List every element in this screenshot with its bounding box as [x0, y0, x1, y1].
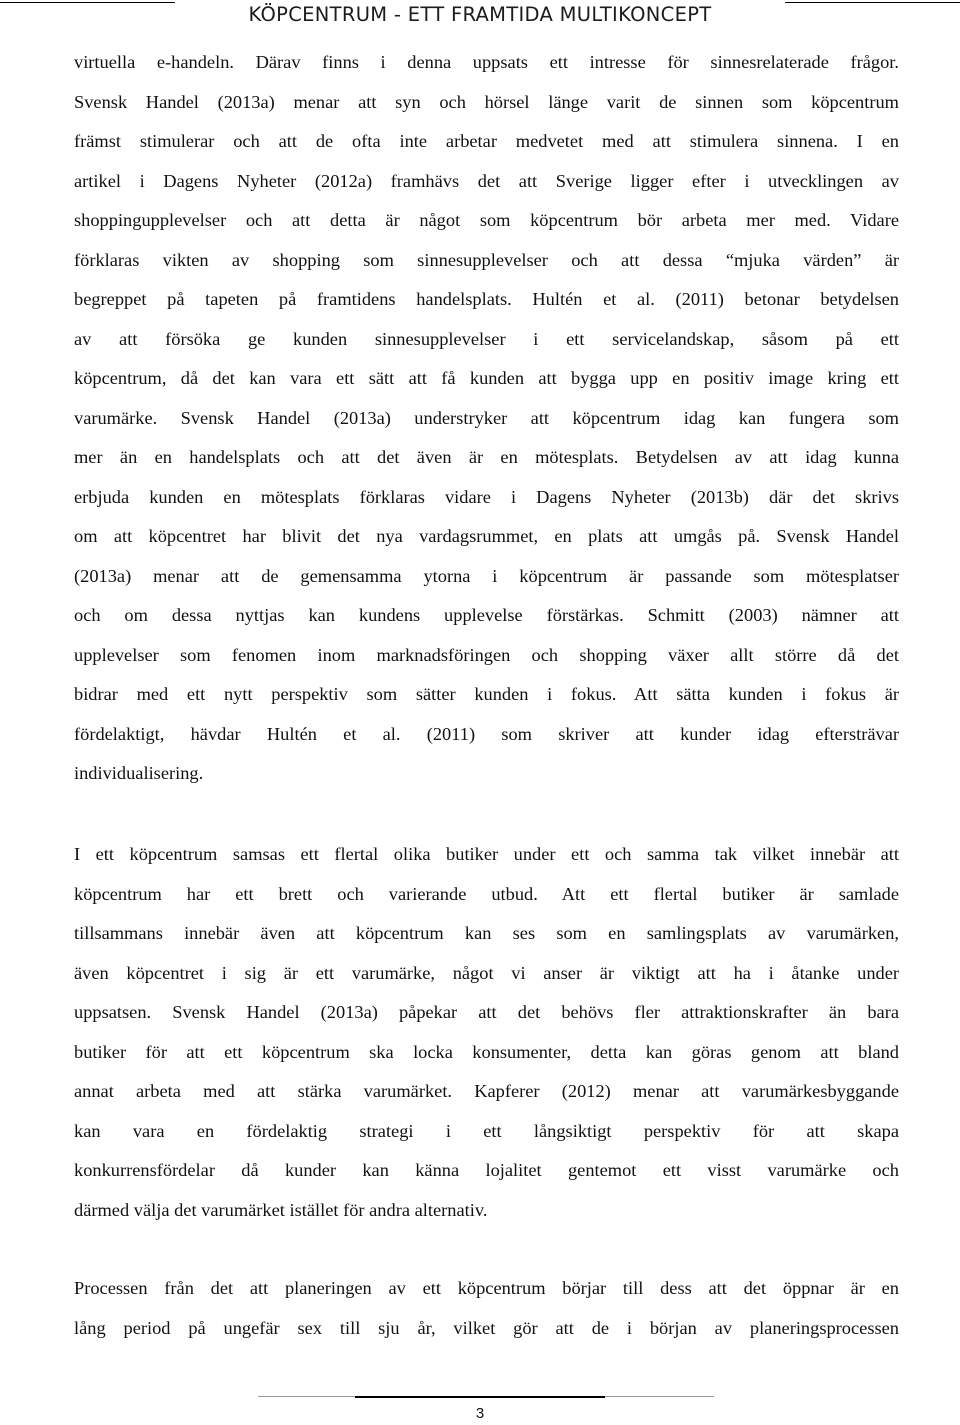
text-line: virtuella e-handeln. Därav finns i denna uppsats ett intresse för sinnesrelaterade frågor. — [74, 52, 899, 72]
text-line: varumärke. Svensk Handel (2013a) understryker att köpcentrum idag kan fungera som — [74, 407, 899, 428]
text-line: bidrar med ett nytt perspektiv som sätter kunden i fokus. Att sätta kunden i fokus är — [74, 684, 899, 704]
text-line: artikel i Dagens Nyheter (2012a) framhävs det att Sverige ligger efter i utvecklingen av — [74, 170, 899, 191]
text-line: erbjuda kunden en mötesplats förklaras vidare i Dagens Nyheter (2013b) där det skrivs — [74, 486, 899, 507]
text-line: köpcentrum, då det kan vara ett sätt att få kunden att bygga upp en positiv image kring ett — [74, 368, 899, 388]
text-line: I ett köpcentrum samsas ett flertal olika butiker under ett och samma tak vilket innebär att — [74, 844, 899, 864]
text-line: även köpcentret i sig är ett varumärke, något vi anser är viktigt att ha i åtanke under — [74, 962, 899, 983]
text-line: mer än en handelsplats och att det även är en mötesplats. Betydelsen av att idag kunna — [74, 447, 899, 467]
text-line: lång period på ungefär sex till sju år, vilket gör att de i början av planeringsprocessen — [74, 1317, 899, 1338]
text-line: annat arbeta med att stärka varumärket. Kapferer (2012) menar att varumärkesbyggande — [74, 1081, 899, 1101]
text-line: om att köpcentret har blivit det nya vardagsrummet, en plats att umgås på. Svensk Handel — [74, 526, 899, 546]
paragraph-1 — [74, 43, 899, 794]
paragraph-3 — [74, 1269, 899, 1348]
text-line: upplevelser som fenomen inom marknadsföringen och shopping växer allt större då det — [74, 644, 899, 665]
footer-rule-accent — [355, 1396, 605, 1398]
text-line: kan vara en fördelaktig strategi i ett långsiktigt perspektiv för att skapa — [74, 1120, 899, 1141]
text-line: konkurrensfördelar då kunder kan känna lojalitet gentemot ett visst varumärke och — [74, 1160, 899, 1180]
paragraph-2 — [74, 835, 899, 1230]
text-line: uppsatsen. Svensk Handel (2013a) påpekar att det behövs fler attraktionskrafter än bara — [74, 1002, 899, 1022]
page-header — [0, 0, 960, 28]
text-line: Processen från det att planeringen av ett köpcentrum börjar till dess att det öppnar är en — [74, 1278, 899, 1298]
text-line: och om dessa nyttjas kan kundens upplevelse förstärkas. Schmitt (2003) nämner att — [74, 605, 899, 625]
text-line: Svensk Handel (2013a) menar att syn och hörsel länge varit de sinnen som köpcentrum — [74, 91, 899, 112]
text-line: av att försöka ge kunden sinnesupplevelser i ett servicelandskap, såsom på ett — [74, 328, 899, 349]
text-line: butiker för att ett köpcentrum ska locka konsumenter, detta kan göras genom att bland — [74, 1041, 899, 1062]
text-line: begreppet på tapeten på framtidens handelsplats. Hultén et al. (2011) betonar betydelsen — [74, 289, 899, 309]
text-line: köpcentrum har ett brett och varierande utbud. Att ett flertal butiker är samlade — [74, 883, 899, 904]
page-number: 3 — [475, 1405, 485, 1422]
text-line: fördelaktigt, hävdar Hultén et al. (2011) som skriver att kunder idag eftersträvar — [74, 723, 899, 744]
text-line: främst stimulerar och att de ofta inte arbetar medvetet med att stimulera sinnena. I en — [74, 131, 899, 151]
running-header-title: KÖPCENTRUM - ETT FRAMTIDA MULTIKONCEPT — [248, 3, 712, 26]
text-line: (2013a) menar att de gemensamma ytorna i köpcentrum är passande som mötesplatser — [74, 565, 899, 586]
text-line: förklaras vikten av shopping som sinnesupplevelser och att dessa “mjuka värden” är — [74, 249, 899, 270]
text-line: shoppingupplevelser och att detta är något som köpcentrum bör arbeta mer med. Vidare — [74, 210, 899, 230]
text-line: individualisering. — [74, 763, 204, 783]
text-line: tillsammans innebär även att köpcentrum kan ses som en samlingsplats av varumärken, — [74, 923, 899, 943]
text-line: därmed välja det varumärket istället för andra alternativ. — [74, 1199, 488, 1220]
